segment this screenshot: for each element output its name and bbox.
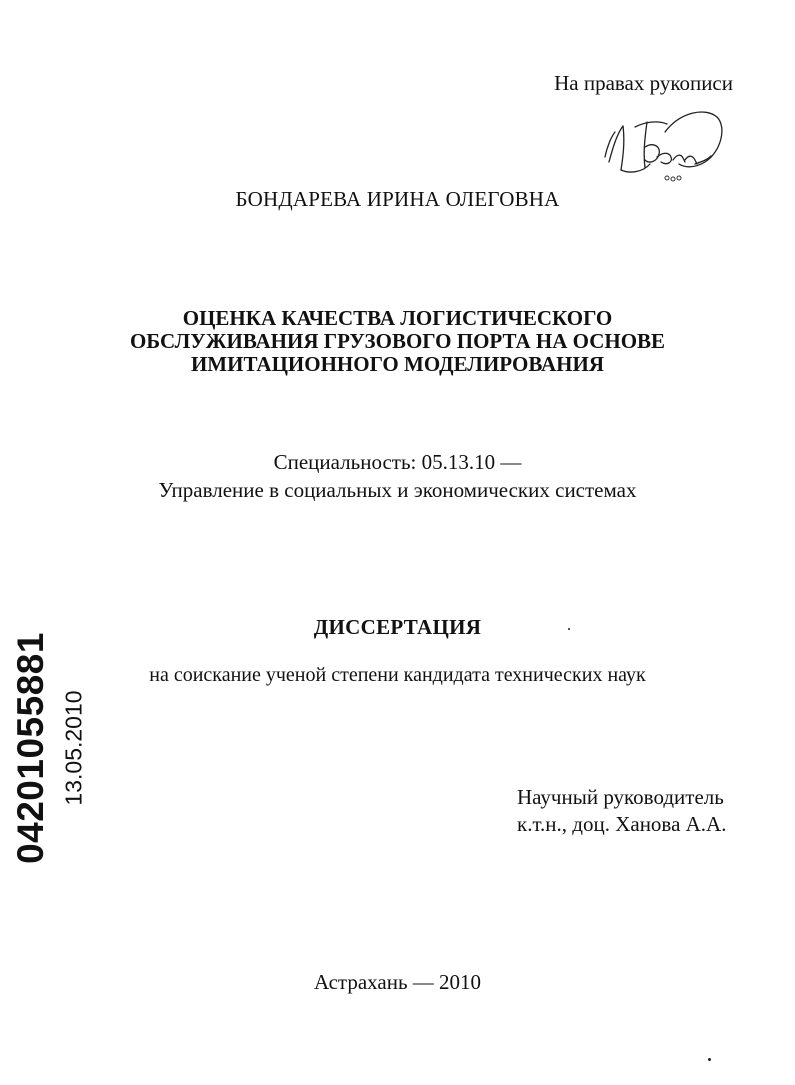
specialty-code: Специальность: 05.13.10 — — [273, 450, 522, 474]
place-year: Астрахань — 2010 — [313, 970, 482, 994]
degree-line: на соискание ученой степени кандидата технических наук — [149, 664, 646, 686]
rights-note: На правах рукописи — [554, 71, 733, 95]
title-line-3: ИМИТАЦИОННОГО МОДЕЛИРОВАНИЯ — [190, 352, 605, 376]
supervisor-role: Научный руководитель — [517, 785, 724, 809]
title-line-1: ОЦЕНКА КАЧЕСТВА ЛОГИСТИЧЕСКОГО — [182, 306, 613, 330]
scan-speck — [568, 628, 570, 630]
stamp-number: 04201055881 — [10, 632, 51, 864]
scan-speck — [708, 1058, 711, 1061]
supervisor-block — [517, 784, 726, 838]
stamp-date: 13.05.2010 — [60, 690, 87, 806]
specialty-name: Управление в социальных и экономических системах — [158, 478, 637, 502]
library-stamp — [8, 633, 98, 863]
author-name: БОНДАРЕВА ИРИНА ОЛЕГОВНА — [235, 187, 560, 211]
dissertation-title — [0, 307, 795, 376]
supervisor-person: к.т.н., доц. Ханова А.А. — [517, 812, 727, 836]
document-type: ДИССЕРТАЦИЯ — [313, 615, 482, 639]
specialty-block — [0, 448, 795, 504]
title-line-2: ОБСЛУЖИВАНИЯ ГРУЗОВОГО ПОРТА НА ОСНОВЕ — [129, 329, 666, 353]
handwritten-signature — [595, 102, 730, 187]
